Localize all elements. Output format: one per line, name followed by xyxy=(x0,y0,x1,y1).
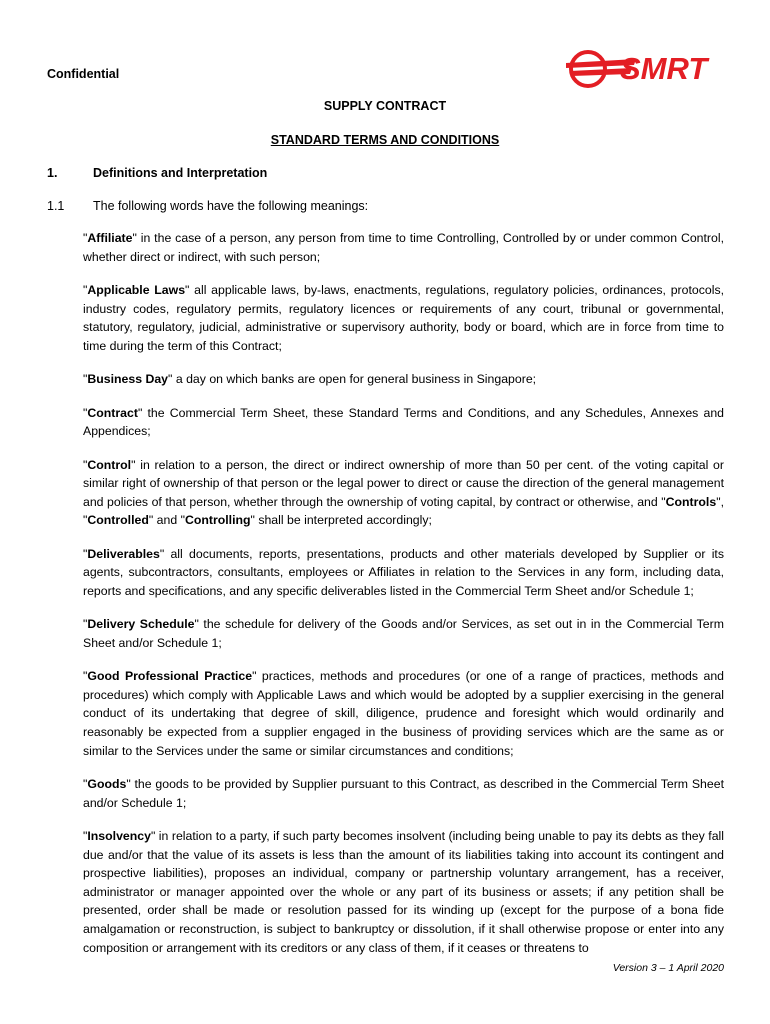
definition-term: Goods xyxy=(87,777,127,792)
version-footer: Version 3 – 1 April 2020 xyxy=(612,962,724,974)
definition-text: all applicable laws, by-laws, enactments, regulations, regulatory policies, ordinances, protocols, industry codes, regulatory permits, regulatory licences or requirements of any court, tribunal or governmental, statutory, regulatory, judicial, administrative or supervisory authority, body or board, which are in force from time to time during the term of this Contract; xyxy=(83,282,725,353)
definition-delivery-schedule: "Delivery Schedule" the schedule for delivery of the Goods and/or Services, as set out in in the Commercial Term Sheet and/or Schedule 1; xyxy=(83,617,724,650)
definition-term: Business Day xyxy=(87,372,169,387)
definition-term: Controlling xyxy=(184,513,251,528)
definition-term: Control xyxy=(87,457,132,472)
definition-term: Controlled xyxy=(87,513,149,528)
definition-term: Deliverables xyxy=(87,546,160,561)
definition-insolvency: "Insolvency" in relation to a party, if such party becomes insolvent (including being unable to pay its debts as they fall due and/or that the value of its assets is less than the amount of its liabilities taking into account its contingent and prospective liabilities), proposes an individual, company or partnership voluntary arrangement, has a receiver, administrator or manager appointed over the whole or any part of its business or assets; if any petition shall be presented, order shall be made or resolution passed for its winding up (except for the purpose of a bona fide amalgamation or reconstruction, is subject to bankruptcy or dissolution, if it shall otherwise propose or enter into any composition or arrangement with its creditors or any class of them, if it ceases or threatens to xyxy=(83,829,724,955)
definition-text: the goods to be provided by Supplier pursuant to this Contract, as described in the Commercial Term Sheet and/or Schedule 1; xyxy=(83,777,724,810)
definition-term: Affiliate xyxy=(87,231,133,245)
definition-deliverables: "Deliverables" all documents, reports, presentations, products and other materials developed by Supplier or its agents, subcontractors, consultants, employees or Affiliates in relation to the Services in any form, including data, reports and specifications, and any specific deliverables listed in the Commercial Term Sheet and/or Schedule 1; xyxy=(83,546,724,598)
smrt-logo-text: SMRT xyxy=(620,51,708,86)
clause-text: The following words have the following meanings: xyxy=(93,199,369,213)
smrt-logo-mark-icon xyxy=(571,52,605,86)
section-number: 1. xyxy=(47,166,58,180)
document-subtitle: STANDARD TERMS AND CONDITIONS xyxy=(270,133,500,147)
definition-goods: "Goods" the goods to be provided by Supplier pursuant to this Contract, as described in the Commercial Term Sheet and/or Schedule 1; xyxy=(83,777,724,810)
definition-term: Good Professional Practice xyxy=(87,669,253,684)
confidential-label: Confidential xyxy=(47,67,120,81)
definition-text: in relation to a person, the direct or indirect ownership of more than 50 per cent. of the voting capital or similar right of ownership of that person or the legal power to direct or cause the direction of the general management and policies of that person, whether through the ownership of voting capital, by contract or otherwise, and " xyxy=(83,457,724,509)
definition-term: Applicable Laws xyxy=(87,282,186,297)
section-title: Definitions and Interpretation xyxy=(93,166,268,180)
definition-text: a day on which banks are open for general business in Singapore; xyxy=(172,372,537,387)
definition-applicable-laws: "Applicable Laws" all applicable laws, by-laws, enactments, regulations, regulatory policies, ordinances, protocols, industry codes, regulatory permits, regulatory licences or requirements of any court, tribunal or governmental, statutory, regulatory, judicial, administrative or supervisory authority, body or board, which are in force from time to time during the term of this Contract; xyxy=(83,282,725,353)
definitions-list xyxy=(83,229,724,972)
definition-text: ", " xyxy=(83,494,724,528)
clause-number: 1.1 xyxy=(47,199,65,213)
definition-text: in the case of a person, any person from time to time Controlling, Controlled by or under common Control, whether direct or indirect, with such person; xyxy=(83,231,724,264)
definition-contract: "Contract" the Commercial Term Sheet, these Standard Terms and Conditions, and any Schedules, Annexes and Appendices; xyxy=(83,405,724,439)
definition-text: in relation to a party, if such party becomes insolvent (including being unable to pay its debts as they fall due and/or that the value of its assets is less than the amount of its liabilities taking into account its contingent and prospective liabilities), proposes an individual, company or partnership voluntary arrangement, has a receiver, administrator or manager appointed over the whole or any part of its business or assets; if any petition shall be presented, order shall be made or resolution passed for its winding up (except for the purpose of a bona fide amalgamation or reconstruction, is subject to bankruptcy or dissolution, if it shall otherwise propose or enter into any composition or arrangement with its creditors or any class of them, if it ceases or threatens to xyxy=(83,829,724,955)
definition-affiliate: "Affiliate" in the case of a person, any person from time to time Controlling, Controlled by or under common Control, whether direct or indirect, with such person; xyxy=(83,231,724,264)
definition-control: "Control" in relation to a person, the direct or indirect ownership of more than 50 per cent. of the voting capital or similar right of ownership of that person or the legal power to direct or cause the direction of the general management and policies of that person, whether through the ownership of voting capital, by contract or otherwise, and "Controls", "Controlled" and "Controlling" shall be interpreted accordingly; xyxy=(83,457,724,528)
definition-term: Contract xyxy=(87,405,138,420)
definition-business-day: "Business Day" a day on which banks are open for general business in Singapore; xyxy=(83,372,537,387)
definition-term: Controls xyxy=(665,494,717,509)
smrt-logo xyxy=(566,46,726,92)
definition-text: " and " xyxy=(148,513,185,528)
definition-term: Insolvency xyxy=(87,829,151,844)
definition-text: the schedule for delivery of the Goods and/or Services, as set out in in the Commercial Term Sheet and/or Schedule 1; xyxy=(83,617,724,650)
definition-text: all documents, reports, presentations, products and other materials developed by Supplier or its agents, subcontractors, consultants, employees or Affiliates in relation to the Services in any form, including data, reports and specifications, and any specific deliverables listed in the Commercial Term Sheet and/or Schedule 1; xyxy=(83,546,724,598)
definition-text: the Commercial Term Sheet, these Standard Terms and Conditions, and any Schedules, Annexes and Appendices; xyxy=(83,405,724,439)
definition-text: practices, methods and procedures (or one of a range of practices, methods and procedures) which comply with Applicable Laws and which would be adopted by a supplier exercising in the general conduct of its undertaking that degree of skill, diligence, prudence and foresight which would ordinarily and reasonably be expected from a supplier engaged in the business of providing services which are the same as or similar to the Services under the same or similar circumstances and conditions; xyxy=(83,669,725,758)
definition-text: " shall be interpreted accordingly; xyxy=(250,513,432,528)
document-title: SUPPLY CONTRACT xyxy=(323,99,447,113)
definition-term: Delivery Schedule xyxy=(87,617,195,632)
definition-good-professional-practice: "Good Professional Practice" practices, methods and procedures (or one of a range of practices, methods and procedures) which comply with Applicable Laws and which would be adopted by a supplier exercising in the general conduct of its undertaking that degree of skill, diligence, prudence and foresight which would ordinarily and reasonably be expected from a supplier engaged in the business of providing services which are the same as or similar to the Services under the same or similar circumstances and conditions; xyxy=(83,669,725,758)
